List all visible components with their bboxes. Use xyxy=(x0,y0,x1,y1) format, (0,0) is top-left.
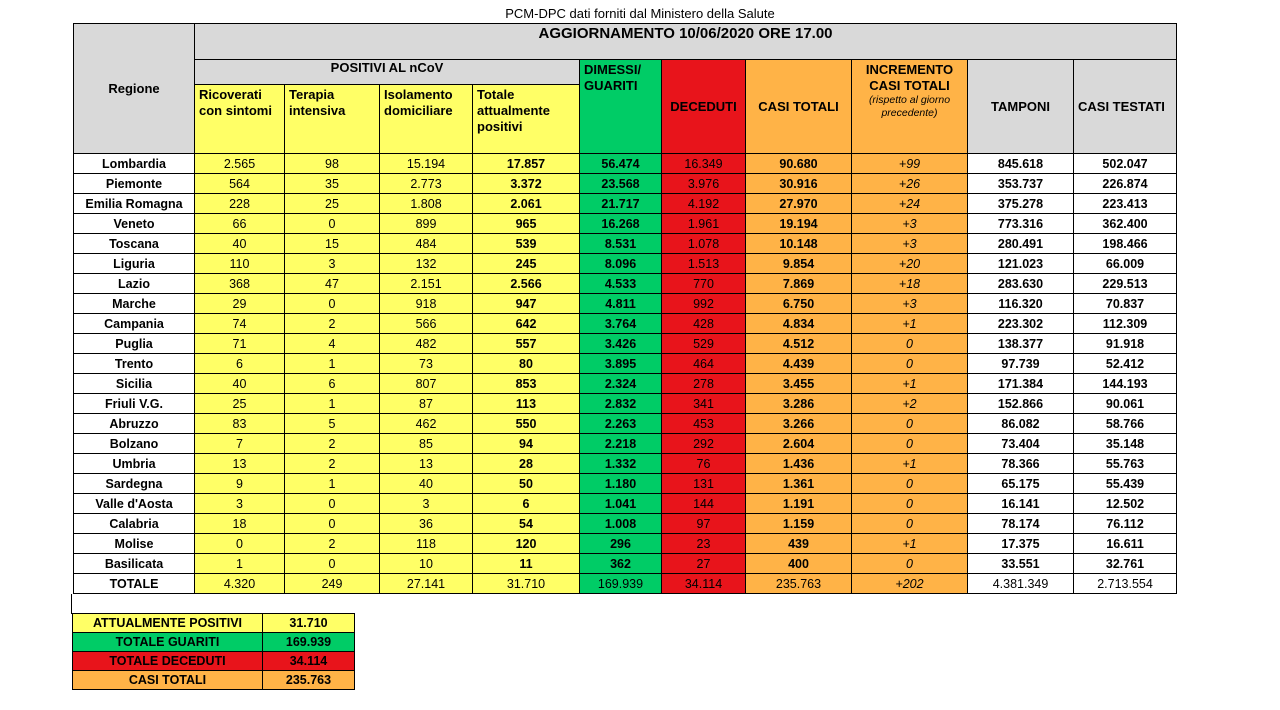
summary-value: 169.939 xyxy=(263,633,355,652)
cell-incremento: +3 xyxy=(852,214,968,234)
cell-ricoverati: 4.320 xyxy=(195,574,285,594)
cell-guariti: 169.939 xyxy=(580,574,662,594)
cell-isolamento: 807 xyxy=(380,374,473,394)
cell-terapia: 5 xyxy=(285,414,380,434)
cell-ricoverati: 83 xyxy=(195,414,285,434)
cell-tamponi: 73.404 xyxy=(968,434,1074,454)
cell-tamponi: 375.278 xyxy=(968,194,1074,214)
cell-regione: Basilicata xyxy=(74,554,195,574)
table-row xyxy=(74,294,1177,314)
cell-regione: Trento xyxy=(74,354,195,374)
table-row xyxy=(74,514,1177,534)
cell-casi: 10.148 xyxy=(746,234,852,254)
cell-terapia: 4 xyxy=(285,334,380,354)
cell-ricoverati: 40 xyxy=(195,234,285,254)
cell-ricoverati: 2.565 xyxy=(195,154,285,174)
cell-isolamento: 2.773 xyxy=(380,174,473,194)
cell-deceduti: 1.078 xyxy=(662,234,746,254)
cell-guariti: 296 xyxy=(580,534,662,554)
cell-casi: 30.916 xyxy=(746,174,852,194)
header-casi-testati: CASI TESTATI xyxy=(1074,60,1177,154)
cell-casi: 1.159 xyxy=(746,514,852,534)
table-row xyxy=(74,234,1177,254)
cell-ricoverati: 564 xyxy=(195,174,285,194)
cell-tamponi: 86.082 xyxy=(968,414,1074,434)
cell-guariti: 3.426 xyxy=(580,334,662,354)
cell-tamponi: 116.320 xyxy=(968,294,1074,314)
cell-incremento: 0 xyxy=(852,474,968,494)
cell-ricoverati: 3 xyxy=(195,494,285,514)
cell-incremento: 0 xyxy=(852,514,968,534)
cell-incremento: 0 xyxy=(852,414,968,434)
cell-incremento: +202 xyxy=(852,574,968,594)
cell-isolamento: 482 xyxy=(380,334,473,354)
cell-testati: 70.837 xyxy=(1074,294,1177,314)
cell-terapia: 2 xyxy=(285,314,380,334)
table-row xyxy=(74,254,1177,274)
cell-testati: 32.761 xyxy=(1074,554,1177,574)
summary-value: 235.763 xyxy=(263,671,355,690)
header-totale-positivi: Totale attualmente positivi xyxy=(473,85,580,154)
cell-casi: 2.604 xyxy=(746,434,852,454)
table-row xyxy=(74,354,1177,374)
cell-isolamento: 15.194 xyxy=(380,154,473,174)
cell-positivi: 6 xyxy=(473,494,580,514)
cell-guariti: 21.717 xyxy=(580,194,662,214)
cell-tamponi: 121.023 xyxy=(968,254,1074,274)
cell-testati: 2.713.554 xyxy=(1074,574,1177,594)
summary-row xyxy=(73,671,355,690)
cell-ricoverati: 0 xyxy=(195,534,285,554)
cell-guariti: 1.180 xyxy=(580,474,662,494)
cell-terapia: 15 xyxy=(285,234,380,254)
cell-casi: 27.970 xyxy=(746,194,852,214)
cell-positivi: 80 xyxy=(473,354,580,374)
cell-guariti: 1.332 xyxy=(580,454,662,474)
cell-guariti: 2.218 xyxy=(580,434,662,454)
cell-terapia: 6 xyxy=(285,374,380,394)
cell-tamponi: 33.551 xyxy=(968,554,1074,574)
cell-incremento: 0 xyxy=(852,554,968,574)
cell-casi: 7.869 xyxy=(746,274,852,294)
table-row xyxy=(74,474,1177,494)
cell-casi: 1.436 xyxy=(746,454,852,474)
summary-value: 34.114 xyxy=(263,652,355,671)
table-row xyxy=(74,434,1177,454)
cell-deceduti: 770 xyxy=(662,274,746,294)
cell-positivi: 54 xyxy=(473,514,580,534)
cell-regione: Piemonte xyxy=(74,174,195,194)
header-isolamento: Isolamento domiciliare xyxy=(380,85,473,154)
header-terapia: Terapia intensiva xyxy=(285,85,380,154)
cell-tamponi: 16.141 xyxy=(968,494,1074,514)
table-row xyxy=(74,554,1177,574)
cell-deceduti: 144 xyxy=(662,494,746,514)
cell-incremento: +1 xyxy=(852,454,968,474)
cell-isolamento: 1.808 xyxy=(380,194,473,214)
cell-terapia: 98 xyxy=(285,154,380,174)
cell-positivi: 28 xyxy=(473,454,580,474)
cell-guariti: 23.568 xyxy=(580,174,662,194)
cell-testati: 58.766 xyxy=(1074,414,1177,434)
cell-terapia: 249 xyxy=(285,574,380,594)
cell-testati: 198.466 xyxy=(1074,234,1177,254)
summary-row xyxy=(73,614,355,633)
cell-deceduti: 292 xyxy=(662,434,746,454)
cell-positivi: 50 xyxy=(473,474,580,494)
cell-regione: Liguria xyxy=(74,254,195,274)
cell-terapia: 35 xyxy=(285,174,380,194)
cell-incremento: +3 xyxy=(852,234,968,254)
summary-label: TOTALE DECEDUTI xyxy=(73,652,263,671)
cell-deceduti: 27 xyxy=(662,554,746,574)
header-casi-totali: CASI TOTALI xyxy=(746,60,852,154)
caption: PCM-DPC dati forniti dal Ministero della Salute xyxy=(505,6,775,21)
cell-deceduti: 76 xyxy=(662,454,746,474)
table-row xyxy=(74,174,1177,194)
cell-deceduti: 16.349 xyxy=(662,154,746,174)
header-deceduti: DECEDUTI xyxy=(662,60,746,154)
cell-incremento: +2 xyxy=(852,394,968,414)
cell-isolamento: 462 xyxy=(380,414,473,434)
cell-incremento: +1 xyxy=(852,374,968,394)
header-ricoverati: Ricoverati con sintomi xyxy=(195,85,285,154)
cell-guariti: 56.474 xyxy=(580,154,662,174)
cell-ricoverati: 110 xyxy=(195,254,285,274)
cell-positivi: 94 xyxy=(473,434,580,454)
cell-deceduti: 34.114 xyxy=(662,574,746,594)
cell-terapia: 1 xyxy=(285,474,380,494)
cell-tamponi: 97.739 xyxy=(968,354,1074,374)
summary-table xyxy=(72,613,355,690)
cell-guariti: 3.764 xyxy=(580,314,662,334)
cell-terapia: 3 xyxy=(285,254,380,274)
cell-isolamento: 85 xyxy=(380,434,473,454)
table-row xyxy=(74,274,1177,294)
cell-testati: 66.009 xyxy=(1074,254,1177,274)
cell-positivi: 550 xyxy=(473,414,580,434)
cell-terapia: 2 xyxy=(285,534,380,554)
cell-deceduti: 97 xyxy=(662,514,746,534)
cell-isolamento: 27.141 xyxy=(380,574,473,594)
cell-regione: Molise xyxy=(74,534,195,554)
table-body xyxy=(74,154,1177,594)
cell-ricoverati: 228 xyxy=(195,194,285,214)
cell-casi: 235.763 xyxy=(746,574,852,594)
table-row xyxy=(74,394,1177,414)
cell-ricoverati: 1 xyxy=(195,554,285,574)
cell-casi: 4.512 xyxy=(746,334,852,354)
cell-terapia: 0 xyxy=(285,494,380,514)
table-row xyxy=(74,154,1177,174)
header-dimessi: DIMESSI/ GUARITI xyxy=(580,60,662,154)
cell-guariti: 3.895 xyxy=(580,354,662,374)
cell-isolamento: 3 xyxy=(380,494,473,514)
cell-testati: 52.412 xyxy=(1074,354,1177,374)
cell-guariti: 2.324 xyxy=(580,374,662,394)
cell-isolamento: 36 xyxy=(380,514,473,534)
cell-incremento: 0 xyxy=(852,334,968,354)
cell-casi: 3.266 xyxy=(746,414,852,434)
cell-tamponi: 78.366 xyxy=(968,454,1074,474)
cell-positivi: 853 xyxy=(473,374,580,394)
cell-testati: 226.874 xyxy=(1074,174,1177,194)
cell-casi: 3.286 xyxy=(746,394,852,414)
cell-positivi: 31.710 xyxy=(473,574,580,594)
cell-incremento: 0 xyxy=(852,494,968,514)
cell-isolamento: 40 xyxy=(380,474,473,494)
cell-positivi: 2.566 xyxy=(473,274,580,294)
cell-positivi: 2.061 xyxy=(473,194,580,214)
cell-ricoverati: 66 xyxy=(195,214,285,234)
cell-guariti: 4.533 xyxy=(580,274,662,294)
table-row xyxy=(74,454,1177,474)
cell-isolamento: 484 xyxy=(380,234,473,254)
cell-tamponi: 280.491 xyxy=(968,234,1074,254)
cell-ricoverati: 368 xyxy=(195,274,285,294)
cell-ricoverati: 9 xyxy=(195,474,285,494)
covid-data-table xyxy=(73,23,1177,594)
cell-testati: 144.193 xyxy=(1074,374,1177,394)
cell-isolamento: 2.151 xyxy=(380,274,473,294)
cell-deceduti: 23 xyxy=(662,534,746,554)
cell-guariti: 362 xyxy=(580,554,662,574)
header-tamponi: TAMPONI xyxy=(968,60,1074,154)
cell-regione: Friuli V.G. xyxy=(74,394,195,414)
cell-ricoverati: 6 xyxy=(195,354,285,374)
cell-isolamento: 899 xyxy=(380,214,473,234)
summary-label: CASI TOTALI xyxy=(73,671,263,690)
cell-regione: Sardegna xyxy=(74,474,195,494)
cell-guariti: 8.096 xyxy=(580,254,662,274)
table-row xyxy=(74,334,1177,354)
cell-tamponi: 171.384 xyxy=(968,374,1074,394)
cell-regione: Bolzano xyxy=(74,434,195,454)
cell-testati: 76.112 xyxy=(1074,514,1177,534)
cell-isolamento: 566 xyxy=(380,314,473,334)
cell-ricoverati: 13 xyxy=(195,454,285,474)
cell-deceduti: 1.513 xyxy=(662,254,746,274)
cell-testati: 362.400 xyxy=(1074,214,1177,234)
cell-regione: Sicilia xyxy=(74,374,195,394)
total-row xyxy=(74,574,1177,594)
table-row xyxy=(74,214,1177,234)
cell-deceduti: 341 xyxy=(662,394,746,414)
cell-incremento: +1 xyxy=(852,534,968,554)
cell-terapia: 2 xyxy=(285,454,380,474)
cell-tamponi: 17.375 xyxy=(968,534,1074,554)
cell-regione: Marche xyxy=(74,294,195,314)
cell-deceduti: 992 xyxy=(662,294,746,314)
cell-deceduti: 428 xyxy=(662,314,746,334)
cell-terapia: 0 xyxy=(285,554,380,574)
cell-incremento: +20 xyxy=(852,254,968,274)
cell-casi: 9.854 xyxy=(746,254,852,274)
cell-positivi: 113 xyxy=(473,394,580,414)
cell-isolamento: 918 xyxy=(380,294,473,314)
cell-casi: 400 xyxy=(746,554,852,574)
cell-deceduti: 4.192 xyxy=(662,194,746,214)
cell-ricoverati: 7 xyxy=(195,434,285,454)
cell-deceduti: 1.961 xyxy=(662,214,746,234)
cell-ricoverati: 74 xyxy=(195,314,285,334)
cell-regione: Puglia xyxy=(74,334,195,354)
cell-ricoverati: 18 xyxy=(195,514,285,534)
cell-deceduti: 278 xyxy=(662,374,746,394)
cell-tamponi: 353.737 xyxy=(968,174,1074,194)
cell-isolamento: 10 xyxy=(380,554,473,574)
cell-regione: TOTALE xyxy=(74,574,195,594)
divider xyxy=(71,594,72,614)
cell-incremento: +3 xyxy=(852,294,968,314)
cell-positivi: 539 xyxy=(473,234,580,254)
cell-regione: Toscana xyxy=(74,234,195,254)
cell-regione: Umbria xyxy=(74,454,195,474)
cell-testati: 35.148 xyxy=(1074,434,1177,454)
cell-testati: 229.513 xyxy=(1074,274,1177,294)
cell-terapia: 2 xyxy=(285,434,380,454)
cell-testati: 112.309 xyxy=(1074,314,1177,334)
table-row xyxy=(74,314,1177,334)
cell-incremento: +24 xyxy=(852,194,968,214)
cell-testati: 12.502 xyxy=(1074,494,1177,514)
cell-tamponi: 78.174 xyxy=(968,514,1074,534)
table-row xyxy=(74,374,1177,394)
header-positivi-group: POSITIVI AL nCoV xyxy=(195,60,580,85)
cell-terapia: 0 xyxy=(285,214,380,234)
cell-regione: Abruzzo xyxy=(74,414,195,434)
cell-regione: Valle d'Aosta xyxy=(74,494,195,514)
cell-tamponi: 845.618 xyxy=(968,154,1074,174)
cell-guariti: 2.263 xyxy=(580,414,662,434)
cell-testati: 90.061 xyxy=(1074,394,1177,414)
cell-incremento: 0 xyxy=(852,354,968,374)
summary-value: 31.710 xyxy=(263,614,355,633)
cell-positivi: 642 xyxy=(473,314,580,334)
cell-tamponi: 283.630 xyxy=(968,274,1074,294)
cell-deceduti: 131 xyxy=(662,474,746,494)
cell-incremento: +26 xyxy=(852,174,968,194)
header-aggiornamento: AGGIORNAMENTO 10/06/2020 ORE 17.00 xyxy=(195,24,1177,60)
cell-incremento: +1 xyxy=(852,314,968,334)
cell-guariti: 2.832 xyxy=(580,394,662,414)
cell-incremento: +18 xyxy=(852,274,968,294)
cell-testati: 91.918 xyxy=(1074,334,1177,354)
cell-deceduti: 3.976 xyxy=(662,174,746,194)
cell-terapia: 1 xyxy=(285,354,380,374)
cell-incremento: +99 xyxy=(852,154,968,174)
table-row xyxy=(74,534,1177,554)
cell-isolamento: 87 xyxy=(380,394,473,414)
cell-incremento: 0 xyxy=(852,434,968,454)
cell-guariti: 1.008 xyxy=(580,514,662,534)
cell-guariti: 8.531 xyxy=(580,234,662,254)
header-incremento-label: INCREMENTO CASI TOTALI xyxy=(865,62,954,93)
table-row xyxy=(74,494,1177,514)
cell-casi: 1.191 xyxy=(746,494,852,514)
header-incremento xyxy=(852,60,968,154)
cell-casi: 4.834 xyxy=(746,314,852,334)
cell-ricoverati: 29 xyxy=(195,294,285,314)
cell-terapia: 47 xyxy=(285,274,380,294)
cell-positivi: 557 xyxy=(473,334,580,354)
cell-regione: Lazio xyxy=(74,274,195,294)
cell-positivi: 17.857 xyxy=(473,154,580,174)
cell-tamponi: 138.377 xyxy=(968,334,1074,354)
table-row xyxy=(74,414,1177,434)
cell-positivi: 245 xyxy=(473,254,580,274)
cell-casi: 4.439 xyxy=(746,354,852,374)
cell-testati: 223.413 xyxy=(1074,194,1177,214)
cell-testati: 16.611 xyxy=(1074,534,1177,554)
cell-deceduti: 529 xyxy=(662,334,746,354)
header-incremento-note: (rispetto al giorno precedente) xyxy=(868,94,951,119)
cell-terapia: 0 xyxy=(285,514,380,534)
cell-tamponi: 152.866 xyxy=(968,394,1074,414)
cell-positivi: 3.372 xyxy=(473,174,580,194)
cell-ricoverati: 71 xyxy=(195,334,285,354)
table-row xyxy=(74,194,1177,214)
cell-casi: 6.750 xyxy=(746,294,852,314)
cell-isolamento: 132 xyxy=(380,254,473,274)
cell-casi: 3.455 xyxy=(746,374,852,394)
summary-row xyxy=(73,652,355,671)
cell-terapia: 0 xyxy=(285,294,380,314)
cell-guariti: 16.268 xyxy=(580,214,662,234)
cell-regione: Lombardia xyxy=(74,154,195,174)
cell-ricoverati: 40 xyxy=(195,374,285,394)
cell-isolamento: 118 xyxy=(380,534,473,554)
cell-isolamento: 13 xyxy=(380,454,473,474)
cell-terapia: 25 xyxy=(285,194,380,214)
cell-testati: 502.047 xyxy=(1074,154,1177,174)
cell-casi: 90.680 xyxy=(746,154,852,174)
cell-deceduti: 464 xyxy=(662,354,746,374)
cell-regione: Calabria xyxy=(74,514,195,534)
cell-deceduti: 453 xyxy=(662,414,746,434)
header-regione: Regione xyxy=(74,24,195,154)
cell-positivi: 11 xyxy=(473,554,580,574)
cell-regione: Campania xyxy=(74,314,195,334)
cell-testati: 55.439 xyxy=(1074,474,1177,494)
cell-positivi: 947 xyxy=(473,294,580,314)
cell-casi: 1.361 xyxy=(746,474,852,494)
summary-row xyxy=(73,633,355,652)
summary-label: TOTALE GUARITI xyxy=(73,633,263,652)
cell-tamponi: 65.175 xyxy=(968,474,1074,494)
cell-regione: Veneto xyxy=(74,214,195,234)
cell-testati: 55.763 xyxy=(1074,454,1177,474)
cell-tamponi: 223.302 xyxy=(968,314,1074,334)
cell-casi: 439 xyxy=(746,534,852,554)
cell-guariti: 1.041 xyxy=(580,494,662,514)
cell-tamponi: 4.381.349 xyxy=(968,574,1074,594)
cell-casi: 19.194 xyxy=(746,214,852,234)
cell-ricoverati: 25 xyxy=(195,394,285,414)
cell-terapia: 1 xyxy=(285,394,380,414)
cell-guariti: 4.811 xyxy=(580,294,662,314)
summary-label: ATTUALMENTE POSITIVI xyxy=(73,614,263,633)
cell-isolamento: 73 xyxy=(380,354,473,374)
cell-regione: Emilia Romagna xyxy=(74,194,195,214)
cell-tamponi: 773.316 xyxy=(968,214,1074,234)
summary-body xyxy=(73,614,355,690)
cell-positivi: 120 xyxy=(473,534,580,554)
cell-positivi: 965 xyxy=(473,214,580,234)
